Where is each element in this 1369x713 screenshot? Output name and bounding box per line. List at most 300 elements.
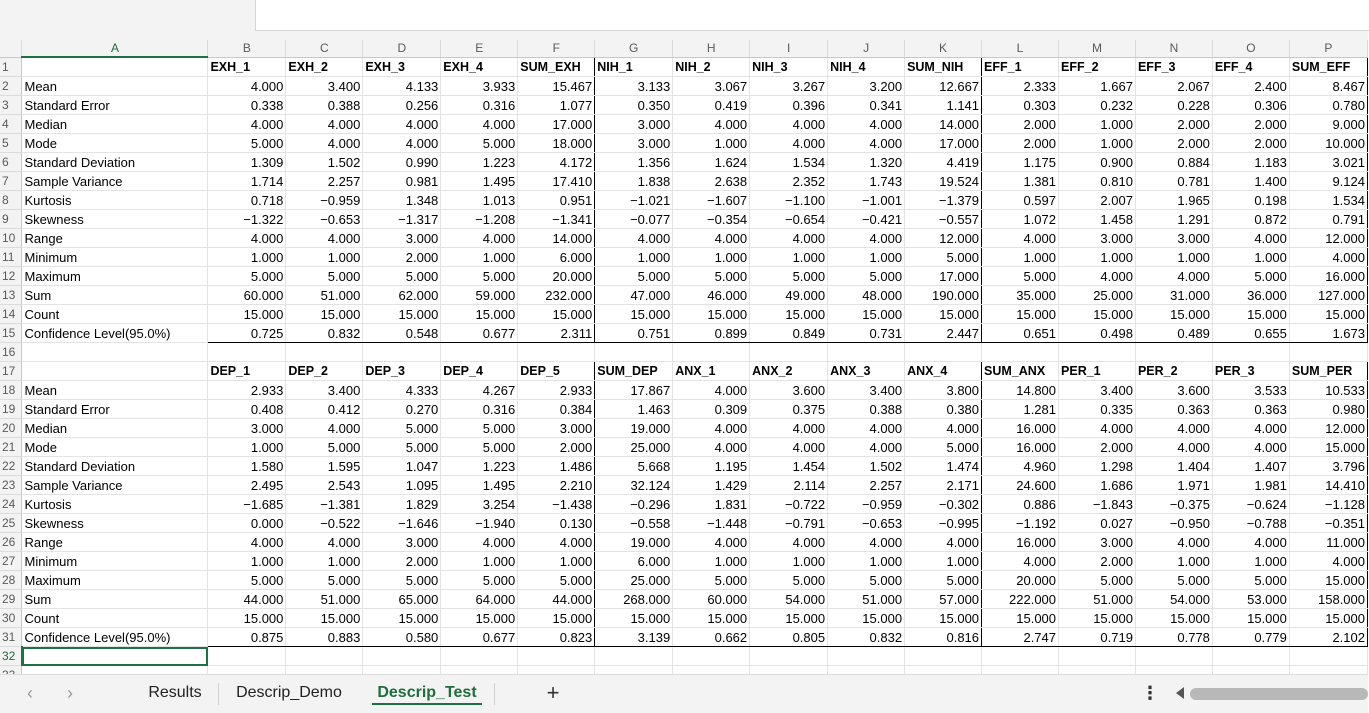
cell-m29[interactable]: 51.000 bbox=[1059, 590, 1136, 609]
cell-b25[interactable]: 0.000 bbox=[208, 514, 286, 533]
cell-e10[interactable]: 4.000 bbox=[441, 229, 518, 248]
row-header-22[interactable]: 22 bbox=[0, 457, 22, 476]
cell-a1[interactable] bbox=[22, 57, 208, 77]
cell-n29[interactable]: 54.000 bbox=[1135, 590, 1212, 609]
cell-c27[interactable]: 1.000 bbox=[286, 552, 363, 571]
cell-j19[interactable]: 0.388 bbox=[828, 400, 905, 419]
cell-g30[interactable]: 15.000 bbox=[595, 609, 673, 628]
cell-g7[interactable]: 1.838 bbox=[595, 172, 673, 191]
cell-g10[interactable]: 4.000 bbox=[595, 229, 673, 248]
cell-g24[interactable]: −0.296 bbox=[595, 495, 673, 514]
cell-d4[interactable]: 4.000 bbox=[363, 115, 441, 134]
cell-j28[interactable]: 5.000 bbox=[828, 571, 905, 590]
cell-g27[interactable]: 6.000 bbox=[595, 552, 673, 571]
cell-o27[interactable]: 1.000 bbox=[1212, 552, 1289, 571]
row-header-23[interactable]: 23 bbox=[0, 476, 22, 495]
cell-k22[interactable]: 1.474 bbox=[905, 457, 982, 476]
row-header-17[interactable]: 17 bbox=[0, 362, 22, 381]
cell-e32[interactable] bbox=[441, 647, 518, 666]
cell-j22[interactable]: 1.502 bbox=[828, 457, 905, 476]
cell-d1[interactable]: EXH_3 bbox=[363, 57, 441, 77]
cell-f23[interactable]: 2.210 bbox=[518, 476, 595, 495]
cell-d10[interactable]: 3.000 bbox=[363, 229, 441, 248]
cell-b10[interactable]: 4.000 bbox=[208, 229, 286, 248]
cell-d6[interactable]: 0.990 bbox=[363, 153, 441, 172]
cell-h13[interactable]: 46.000 bbox=[673, 286, 750, 305]
cell-d14[interactable]: 15.000 bbox=[363, 305, 441, 324]
cell-b18[interactable]: 2.933 bbox=[208, 381, 286, 400]
cell-l11[interactable]: 1.000 bbox=[982, 248, 1059, 267]
cell-f4[interactable]: 17.000 bbox=[518, 115, 595, 134]
row-header-12[interactable]: 12 bbox=[0, 267, 22, 286]
cell-m25[interactable]: 0.027 bbox=[1059, 514, 1136, 533]
cell-c20[interactable]: 4.000 bbox=[286, 419, 363, 438]
cell-g2[interactable]: 3.133 bbox=[595, 77, 673, 96]
cell-d15[interactable]: 0.548 bbox=[363, 324, 441, 343]
cell-a19[interactable]: Standard Error bbox=[22, 400, 208, 419]
cell-p6[interactable]: 3.021 bbox=[1289, 153, 1367, 172]
cell-h20[interactable]: 4.000 bbox=[673, 419, 750, 438]
cell-l18[interactable]: 14.800 bbox=[982, 381, 1059, 400]
cell-a25[interactable]: Skewness bbox=[22, 514, 208, 533]
cell-d22[interactable]: 1.047 bbox=[363, 457, 441, 476]
cell-l26[interactable]: 16.000 bbox=[982, 533, 1059, 552]
cell-l5[interactable]: 2.000 bbox=[982, 134, 1059, 153]
cell-l13[interactable]: 35.000 bbox=[982, 286, 1059, 305]
cell-h12[interactable]: 5.000 bbox=[673, 267, 750, 286]
cell-i5[interactable]: 4.000 bbox=[750, 134, 828, 153]
cell-f26[interactable]: 4.000 bbox=[518, 533, 595, 552]
cell-j29[interactable]: 51.000 bbox=[828, 590, 905, 609]
cell-a11[interactable]: Minimum bbox=[22, 248, 208, 267]
cell-c30[interactable]: 15.000 bbox=[286, 609, 363, 628]
row-header-31[interactable]: 31 bbox=[0, 628, 22, 647]
cell-c1[interactable]: EXH_2 bbox=[286, 57, 363, 77]
cell-p27[interactable]: 4.000 bbox=[1289, 552, 1367, 571]
cell-i31[interactable]: 0.805 bbox=[750, 628, 828, 647]
cell-c26[interactable]: 4.000 bbox=[286, 533, 363, 552]
cell-l20[interactable]: 16.000 bbox=[982, 419, 1059, 438]
cell-j10[interactable]: 4.000 bbox=[828, 229, 905, 248]
cell-g13[interactable]: 47.000 bbox=[595, 286, 673, 305]
cell-i23[interactable]: 2.114 bbox=[750, 476, 828, 495]
cell-d2[interactable]: 4.133 bbox=[363, 77, 441, 96]
cell-i19[interactable]: 0.375 bbox=[750, 400, 828, 419]
cell-n26[interactable]: 4.000 bbox=[1135, 533, 1212, 552]
cell-e17[interactable]: DEP_4 bbox=[441, 362, 518, 381]
row-header-11[interactable]: 11 bbox=[0, 248, 22, 267]
cell-l23[interactable]: 24.600 bbox=[982, 476, 1059, 495]
cell-c3[interactable]: 0.388 bbox=[286, 96, 363, 115]
cell-n25[interactable]: −0.950 bbox=[1135, 514, 1212, 533]
cell-g20[interactable]: 19.000 bbox=[595, 419, 673, 438]
cell-i26[interactable]: 4.000 bbox=[750, 533, 828, 552]
cell-n1[interactable]: EFF_3 bbox=[1135, 57, 1212, 77]
cell-i16[interactable] bbox=[750, 343, 828, 362]
cell-a20[interactable]: Median bbox=[22, 419, 208, 438]
cell-a8[interactable]: Kurtosis bbox=[22, 191, 208, 210]
cell-b2[interactable]: 4.000 bbox=[208, 77, 286, 96]
row-header-19[interactable]: 19 bbox=[0, 400, 22, 419]
cell-a9[interactable]: Skewness bbox=[22, 210, 208, 229]
cell-f10[interactable]: 14.000 bbox=[518, 229, 595, 248]
row-header-21[interactable]: 21 bbox=[0, 438, 22, 457]
cell-h16[interactable] bbox=[673, 343, 750, 362]
cell-n28[interactable]: 5.000 bbox=[1135, 571, 1212, 590]
row-header-25[interactable]: 25 bbox=[0, 514, 22, 533]
cell-e2[interactable]: 3.933 bbox=[441, 77, 518, 96]
cell-b22[interactable]: 1.580 bbox=[208, 457, 286, 476]
cell-i15[interactable]: 0.849 bbox=[750, 324, 828, 343]
cell-o9[interactable]: 0.872 bbox=[1212, 210, 1289, 229]
cell-l6[interactable]: 1.175 bbox=[982, 153, 1059, 172]
cell-p29[interactable]: 158.000 bbox=[1289, 590, 1367, 609]
cell-a15[interactable]: Confidence Level(95.0%) bbox=[22, 324, 208, 343]
cell-j23[interactable]: 2.257 bbox=[828, 476, 905, 495]
cell-h24[interactable]: 1.831 bbox=[673, 495, 750, 514]
cell-k15[interactable]: 2.447 bbox=[905, 324, 982, 343]
cell-l4[interactable]: 2.000 bbox=[982, 115, 1059, 134]
cell-m12[interactable]: 4.000 bbox=[1059, 267, 1136, 286]
cell-o20[interactable]: 4.000 bbox=[1212, 419, 1289, 438]
cell-p28[interactable]: 15.000 bbox=[1289, 571, 1367, 590]
cell-f19[interactable]: 0.384 bbox=[518, 400, 595, 419]
cell-k3[interactable]: 1.141 bbox=[905, 96, 982, 115]
row-header-2[interactable]: 2 bbox=[0, 77, 22, 96]
cell-c10[interactable]: 4.000 bbox=[286, 229, 363, 248]
cell-j13[interactable]: 48.000 bbox=[828, 286, 905, 305]
cell-a5[interactable]: Mode bbox=[22, 134, 208, 153]
cell-b9[interactable]: −1.322 bbox=[208, 210, 286, 229]
cell-p15[interactable]: 1.673 bbox=[1289, 324, 1367, 343]
cell-e25[interactable]: −1.940 bbox=[441, 514, 518, 533]
cell-n30[interactable]: 15.000 bbox=[1135, 609, 1212, 628]
add-sheet-button[interactable]: + bbox=[546, 680, 560, 705]
cell-n10[interactable]: 3.000 bbox=[1135, 229, 1212, 248]
cell-e12[interactable]: 5.000 bbox=[441, 267, 518, 286]
cell-g29[interactable]: 268.000 bbox=[595, 590, 673, 609]
more-options-icon[interactable]: ⋮ bbox=[1141, 683, 1159, 703]
cell-o6[interactable]: 1.183 bbox=[1212, 153, 1289, 172]
cell-h26[interactable]: 4.000 bbox=[673, 533, 750, 552]
column-header-o[interactable]: O bbox=[1212, 40, 1289, 57]
row-header-6[interactable]: 6 bbox=[0, 153, 22, 172]
cell-b7[interactable]: 1.714 bbox=[208, 172, 286, 191]
cell-j5[interactable]: 4.000 bbox=[828, 134, 905, 153]
cell-o31[interactable]: 0.779 bbox=[1212, 628, 1289, 647]
cell-l21[interactable]: 16.000 bbox=[982, 438, 1059, 457]
cell-o4[interactable]: 2.000 bbox=[1212, 115, 1289, 134]
cell-d7[interactable]: 0.981 bbox=[363, 172, 441, 191]
cell-j17[interactable]: ANX_3 bbox=[828, 362, 905, 381]
cell-l2[interactable]: 2.333 bbox=[982, 77, 1059, 96]
cell-e28[interactable]: 5.000 bbox=[441, 571, 518, 590]
cell-e14[interactable]: 15.000 bbox=[441, 305, 518, 324]
cell-f22[interactable]: 1.486 bbox=[518, 457, 595, 476]
cell-n19[interactable]: 0.363 bbox=[1135, 400, 1212, 419]
cell-c5[interactable]: 4.000 bbox=[286, 134, 363, 153]
cell-k13[interactable]: 190.000 bbox=[905, 286, 982, 305]
cell-f25[interactable]: 0.130 bbox=[518, 514, 595, 533]
cell-f18[interactable]: 2.933 bbox=[518, 381, 595, 400]
cell-b6[interactable]: 1.309 bbox=[208, 153, 286, 172]
cell-f32[interactable] bbox=[518, 647, 595, 666]
cell-p20[interactable]: 12.000 bbox=[1289, 419, 1367, 438]
cell-c25[interactable]: −0.522 bbox=[286, 514, 363, 533]
cell-l19[interactable]: 1.281 bbox=[982, 400, 1059, 419]
cell-k20[interactable]: 4.000 bbox=[905, 419, 982, 438]
cell-k21[interactable]: 5.000 bbox=[905, 438, 982, 457]
cell-e18[interactable]: 4.267 bbox=[441, 381, 518, 400]
cell-m6[interactable]: 0.900 bbox=[1059, 153, 1136, 172]
cell-m14[interactable]: 15.000 bbox=[1059, 305, 1136, 324]
scrollbar-thumb[interactable] bbox=[1190, 688, 1368, 700]
cell-h18[interactable]: 4.000 bbox=[673, 381, 750, 400]
cell-g9[interactable]: −0.077 bbox=[595, 210, 673, 229]
cell-p31[interactable]: 2.102 bbox=[1289, 628, 1367, 647]
chevron-right-icon[interactable]: › bbox=[67, 683, 73, 703]
row-header-1[interactable]: 1 bbox=[0, 57, 22, 77]
cell-n16[interactable] bbox=[1135, 343, 1212, 362]
cell-p2[interactable]: 8.467 bbox=[1289, 77, 1367, 96]
cell-m5[interactable]: 1.000 bbox=[1059, 134, 1136, 153]
cell-d26[interactable]: 3.000 bbox=[363, 533, 441, 552]
cell-p18[interactable]: 10.533 bbox=[1289, 381, 1367, 400]
cell-b24[interactable]: −1.685 bbox=[208, 495, 286, 514]
cell-f30[interactable]: 15.000 bbox=[518, 609, 595, 628]
cell-a18[interactable]: Mean bbox=[22, 381, 208, 400]
cell-d17[interactable]: DEP_3 bbox=[363, 362, 441, 381]
cell-b3[interactable]: 0.338 bbox=[208, 96, 286, 115]
cell-a16[interactable] bbox=[22, 343, 208, 362]
cell-p30[interactable]: 15.000 bbox=[1289, 609, 1367, 628]
cell-f21[interactable]: 2.000 bbox=[518, 438, 595, 457]
cell-n8[interactable]: 1.965 bbox=[1135, 191, 1212, 210]
cell-j1[interactable]: NIH_4 bbox=[828, 57, 905, 77]
cell-n7[interactable]: 0.781 bbox=[1135, 172, 1212, 191]
cell-j8[interactable]: −1.001 bbox=[828, 191, 905, 210]
cell-a3[interactable]: Standard Error bbox=[22, 96, 208, 115]
cell-g17[interactable]: SUM_DEP bbox=[595, 362, 673, 381]
cell-o15[interactable]: 0.655 bbox=[1212, 324, 1289, 343]
cell-e1[interactable]: EXH_4 bbox=[441, 57, 518, 77]
cell-o1[interactable]: EFF_4 bbox=[1212, 57, 1289, 77]
cell-d32[interactable] bbox=[363, 647, 441, 666]
cell-k8[interactable]: −1.379 bbox=[905, 191, 982, 210]
cell-l27[interactable]: 4.000 bbox=[982, 552, 1059, 571]
cell-m7[interactable]: 0.810 bbox=[1059, 172, 1136, 191]
cell-p5[interactable]: 10.000 bbox=[1289, 134, 1367, 153]
cell-l7[interactable]: 1.381 bbox=[982, 172, 1059, 191]
cell-g23[interactable]: 32.124 bbox=[595, 476, 673, 495]
cell-k28[interactable]: 5.000 bbox=[905, 571, 982, 590]
column-header-b[interactable]: B bbox=[208, 40, 286, 57]
cell-c2[interactable]: 3.400 bbox=[286, 77, 363, 96]
column-header-m[interactable]: M bbox=[1059, 40, 1136, 57]
cell-f7[interactable]: 17.410 bbox=[518, 172, 595, 191]
cell-b29[interactable]: 44.000 bbox=[208, 590, 286, 609]
cell-a24[interactable]: Kurtosis bbox=[22, 495, 208, 514]
cell-k23[interactable]: 2.171 bbox=[905, 476, 982, 495]
column-header-j[interactable]: J bbox=[828, 40, 905, 57]
cell-k27[interactable]: 1.000 bbox=[905, 552, 982, 571]
cell-m16[interactable] bbox=[1059, 343, 1136, 362]
cell-l25[interactable]: −1.192 bbox=[982, 514, 1059, 533]
row-header-13[interactable]: 13 bbox=[0, 286, 22, 305]
cell-i12[interactable]: 5.000 bbox=[750, 267, 828, 286]
row-header-5[interactable]: 5 bbox=[0, 134, 22, 153]
cell-j4[interactable]: 4.000 bbox=[828, 115, 905, 134]
cell-f16[interactable] bbox=[518, 343, 595, 362]
cell-m11[interactable]: 1.000 bbox=[1059, 248, 1136, 267]
cell-c11[interactable]: 1.000 bbox=[286, 248, 363, 267]
row-header-18[interactable]: 18 bbox=[0, 381, 22, 400]
cell-k5[interactable]: 17.000 bbox=[905, 134, 982, 153]
cell-l28[interactable]: 20.000 bbox=[982, 571, 1059, 590]
cell-p8[interactable]: 1.534 bbox=[1289, 191, 1367, 210]
column-header-l[interactable]: L bbox=[982, 40, 1059, 57]
cell-o14[interactable]: 15.000 bbox=[1212, 305, 1289, 324]
cell-n4[interactable]: 2.000 bbox=[1135, 115, 1212, 134]
cell-f24[interactable]: −1.438 bbox=[518, 495, 595, 514]
cell-k4[interactable]: 14.000 bbox=[905, 115, 982, 134]
cell-m3[interactable]: 0.232 bbox=[1059, 96, 1136, 115]
cell-c4[interactable]: 4.000 bbox=[286, 115, 363, 134]
cell-m15[interactable]: 0.498 bbox=[1059, 324, 1136, 343]
cell-n22[interactable]: 1.404 bbox=[1135, 457, 1212, 476]
cell-p13[interactable]: 127.000 bbox=[1289, 286, 1367, 305]
cell-e29[interactable]: 64.000 bbox=[441, 590, 518, 609]
cell-f15[interactable]: 2.311 bbox=[518, 324, 595, 343]
cell-j14[interactable]: 15.000 bbox=[828, 305, 905, 324]
cell-f11[interactable]: 6.000 bbox=[518, 248, 595, 267]
cell-b13[interactable]: 60.000 bbox=[208, 286, 286, 305]
cell-o16[interactable] bbox=[1212, 343, 1289, 362]
cell-k24[interactable]: −0.302 bbox=[905, 495, 982, 514]
cell-n13[interactable]: 31.000 bbox=[1135, 286, 1212, 305]
cell-d13[interactable]: 62.000 bbox=[363, 286, 441, 305]
cell-g3[interactable]: 0.350 bbox=[595, 96, 673, 115]
cell-j6[interactable]: 1.320 bbox=[828, 153, 905, 172]
cell-e27[interactable]: 1.000 bbox=[441, 552, 518, 571]
cell-f9[interactable]: −1.341 bbox=[518, 210, 595, 229]
cell-m23[interactable]: 1.686 bbox=[1059, 476, 1136, 495]
cell-b1[interactable]: EXH_1 bbox=[208, 57, 286, 77]
cell-i18[interactable]: 3.600 bbox=[750, 381, 828, 400]
cell-b30[interactable]: 15.000 bbox=[208, 609, 286, 628]
cell-a14[interactable]: Count bbox=[22, 305, 208, 324]
cell-i20[interactable]: 4.000 bbox=[750, 419, 828, 438]
cell-a17[interactable] bbox=[22, 362, 208, 381]
cell-h5[interactable]: 1.000 bbox=[673, 134, 750, 153]
cell-i28[interactable]: 5.000 bbox=[750, 571, 828, 590]
cell-n32[interactable] bbox=[1135, 647, 1212, 666]
cell-j32[interactable] bbox=[828, 647, 905, 666]
cell-c32[interactable] bbox=[286, 647, 363, 666]
column-header-c[interactable]: C bbox=[286, 40, 363, 57]
column-header-k[interactable]: K bbox=[905, 40, 982, 57]
cell-e16[interactable] bbox=[441, 343, 518, 362]
cell-e19[interactable]: 0.316 bbox=[441, 400, 518, 419]
cell-l24[interactable]: 0.886 bbox=[982, 495, 1059, 514]
cell-a10[interactable]: Range bbox=[22, 229, 208, 248]
cell-k12[interactable]: 17.000 bbox=[905, 267, 982, 286]
cell-i14[interactable]: 15.000 bbox=[750, 305, 828, 324]
cell-k1[interactable]: SUM_NIH bbox=[905, 57, 982, 77]
cell-f6[interactable]: 4.172 bbox=[518, 153, 595, 172]
cell-a29[interactable]: Sum bbox=[22, 590, 208, 609]
cell-o23[interactable]: 1.981 bbox=[1212, 476, 1289, 495]
cell-f12[interactable]: 20.000 bbox=[518, 267, 595, 286]
cell-o24[interactable]: −0.624 bbox=[1212, 495, 1289, 514]
cell-k6[interactable]: 4.419 bbox=[905, 153, 982, 172]
cell-p22[interactable]: 3.796 bbox=[1289, 457, 1367, 476]
cell-p4[interactable]: 9.000 bbox=[1289, 115, 1367, 134]
tab-descrip-test[interactable] bbox=[366, 675, 488, 711]
cell-o25[interactable]: −0.788 bbox=[1212, 514, 1289, 533]
cell-d24[interactable]: 1.829 bbox=[363, 495, 441, 514]
cell-o22[interactable]: 1.407 bbox=[1212, 457, 1289, 476]
cell-j15[interactable]: 0.731 bbox=[828, 324, 905, 343]
cell-e20[interactable]: 5.000 bbox=[441, 419, 518, 438]
cell-p21[interactable]: 15.000 bbox=[1289, 438, 1367, 457]
cell-g19[interactable]: 1.463 bbox=[595, 400, 673, 419]
cell-k9[interactable]: −0.557 bbox=[905, 210, 982, 229]
cell-l8[interactable]: 0.597 bbox=[982, 191, 1059, 210]
cell-p14[interactable]: 15.000 bbox=[1289, 305, 1367, 324]
cell-d20[interactable]: 5.000 bbox=[363, 419, 441, 438]
cell-f27[interactable]: 1.000 bbox=[518, 552, 595, 571]
cell-o5[interactable]: 2.000 bbox=[1212, 134, 1289, 153]
cell-i30[interactable]: 15.000 bbox=[750, 609, 828, 628]
cell-j25[interactable]: −0.653 bbox=[828, 514, 905, 533]
cell-f29[interactable]: 44.000 bbox=[518, 590, 595, 609]
row-header-29[interactable]: 29 bbox=[0, 590, 22, 609]
cell-k19[interactable]: 0.380 bbox=[905, 400, 982, 419]
cell-o30[interactable]: 15.000 bbox=[1212, 609, 1289, 628]
tab-results[interactable]: Results bbox=[148, 684, 202, 701]
cell-g28[interactable]: 25.000 bbox=[595, 571, 673, 590]
cell-g6[interactable]: 1.356 bbox=[595, 153, 673, 172]
cell-g21[interactable]: 25.000 bbox=[595, 438, 673, 457]
cell-p25[interactable]: −0.351 bbox=[1289, 514, 1367, 533]
cell-n9[interactable]: 1.291 bbox=[1135, 210, 1212, 229]
cell-c19[interactable]: 0.412 bbox=[286, 400, 363, 419]
cell-n6[interactable]: 0.884 bbox=[1135, 153, 1212, 172]
cell-a6[interactable]: Standard Deviation bbox=[22, 153, 208, 172]
cell-e3[interactable]: 0.316 bbox=[441, 96, 518, 115]
cell-j2[interactable]: 3.200 bbox=[828, 77, 905, 96]
cell-a21[interactable]: Mode bbox=[22, 438, 208, 457]
row-header-15[interactable]: 15 bbox=[0, 324, 22, 343]
cell-o29[interactable]: 53.000 bbox=[1212, 590, 1289, 609]
cell-j12[interactable]: 5.000 bbox=[828, 267, 905, 286]
row-header-27[interactable]: 27 bbox=[0, 552, 22, 571]
cell-o2[interactable]: 2.400 bbox=[1212, 77, 1289, 96]
cell-j16[interactable] bbox=[828, 343, 905, 362]
cell-f20[interactable]: 3.000 bbox=[518, 419, 595, 438]
cell-p11[interactable]: 4.000 bbox=[1289, 248, 1367, 267]
cell-l1[interactable]: EFF_1 bbox=[982, 57, 1059, 77]
cell-e21[interactable]: 5.000 bbox=[441, 438, 518, 457]
cell-b12[interactable]: 5.000 bbox=[208, 267, 286, 286]
cell-b21[interactable]: 1.000 bbox=[208, 438, 286, 457]
cell-m4[interactable]: 1.000 bbox=[1059, 115, 1136, 134]
formula-bar[interactable] bbox=[255, 0, 1369, 31]
cell-n14[interactable]: 15.000 bbox=[1135, 305, 1212, 324]
cell-p9[interactable]: 0.791 bbox=[1289, 210, 1367, 229]
cell-o32[interactable] bbox=[1212, 647, 1289, 666]
